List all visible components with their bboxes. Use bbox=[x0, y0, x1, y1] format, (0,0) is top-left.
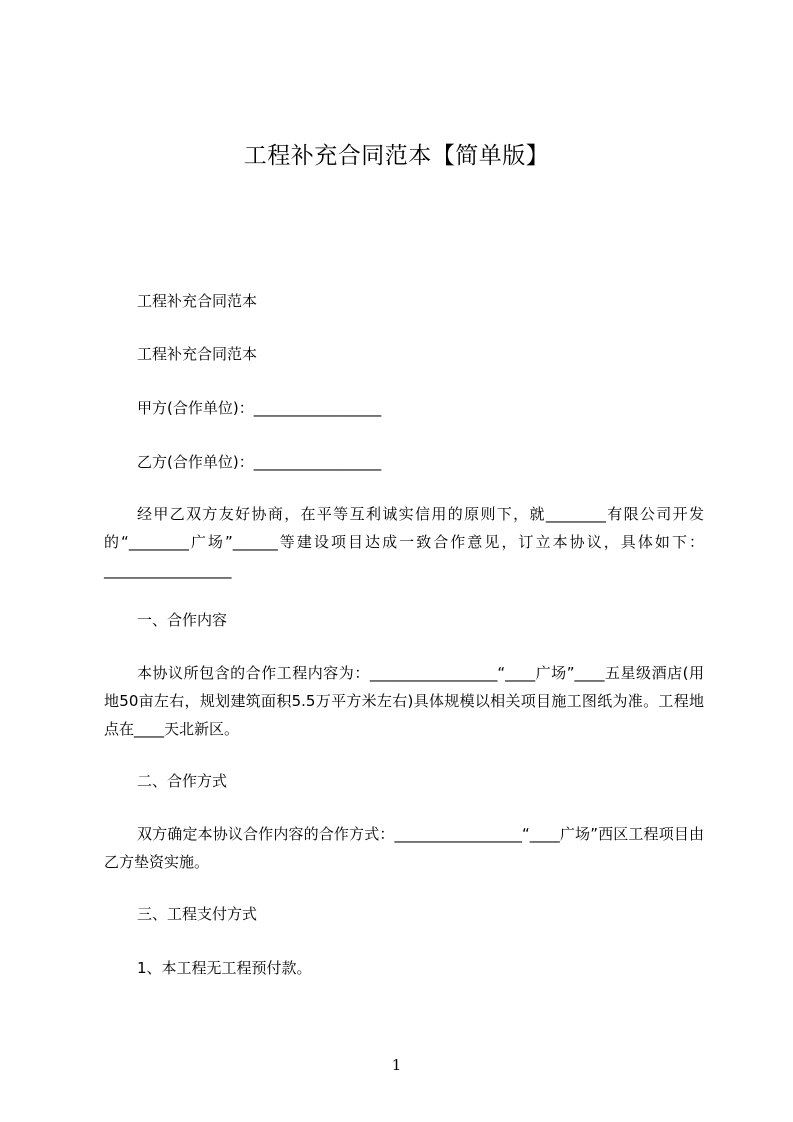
section-3-item-1: 1、本工程无工程预付款。 bbox=[137, 959, 312, 977]
subtitle-line-2: 工程补充合同范本 bbox=[137, 345, 258, 363]
document-title: 工程补充合同范本【简单版】 bbox=[243, 143, 550, 169]
section-2-heading: 二、合作方式 bbox=[137, 772, 228, 790]
party-b-line: 乙方(合作单位)：_________________ bbox=[137, 453, 382, 471]
subtitle-line-1: 工程补充合同范本 bbox=[137, 292, 258, 310]
section-1-body: 本协议所包含的合作工程内容为：_________________“____广场”____五星级酒店(用地50亩左右，规划建筑面积5.5万平方米左右)具体规模以相关项目施工图纸为准。工程地点在____天北新区。 bbox=[104, 664, 704, 738]
page-number: 1 bbox=[391, 1056, 402, 1074]
party-a-line: 甲方(合作单位)：_________________ bbox=[137, 399, 382, 417]
section-1-heading: 一、合作内容 bbox=[137, 611, 228, 629]
intro-paragraph: 经甲乙双方友好协商，在平等互利诚实信用的原则下，就________有限公司开发的“________广场”______等建设项目达成一致合作意见，订立本协议，具体如下：_________________ bbox=[104, 505, 704, 579]
section-3-heading: 三、工程支付方式 bbox=[137, 905, 258, 923]
section-2-body: 双方确定本协议合作内容的合作方式：_________________“____广场”西区工程项目由乙方垫资实施。 bbox=[104, 825, 704, 871]
